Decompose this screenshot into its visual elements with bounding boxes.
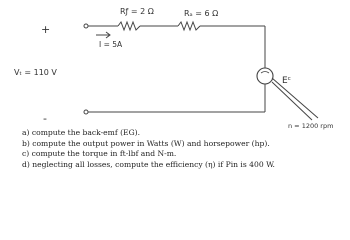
speed-label: n = 1200 rpm [288,122,334,130]
armature-resistor [178,22,200,30]
shaft-lines [272,78,318,120]
armature-resistor-label: Rₐ = 6 Ω [184,9,219,18]
question-d: d) neglecting all losses, compute the efficiency (η) if Pin is 400 W. [22,159,275,169]
field-resistor-label: Rƒ = 2 Ω [120,7,154,16]
motor-armature-circle [257,68,273,84]
back-emf-label: Eᶜ [282,76,292,86]
question-b: b) compute the output power in Watts (W) and horsepower (hp). [22,138,270,148]
current-label: I = 5A [99,40,123,49]
field-resistor [118,22,140,30]
positive-terminal-node [84,24,88,28]
negative-terminal-node [84,110,88,114]
question-c: c) compute the torque in ft-lbf and N-m. [22,149,177,159]
terminal-minus-label: - [43,112,47,125]
brush-mark [261,72,269,74]
supply-voltage-label: Vₜ = 110 V [14,68,57,77]
question-a: a) compute the back-emf (EG). [22,128,141,137]
terminal-plus-label: + [41,23,51,36]
current-arrow [96,32,110,38]
question-list [22,128,348,170]
